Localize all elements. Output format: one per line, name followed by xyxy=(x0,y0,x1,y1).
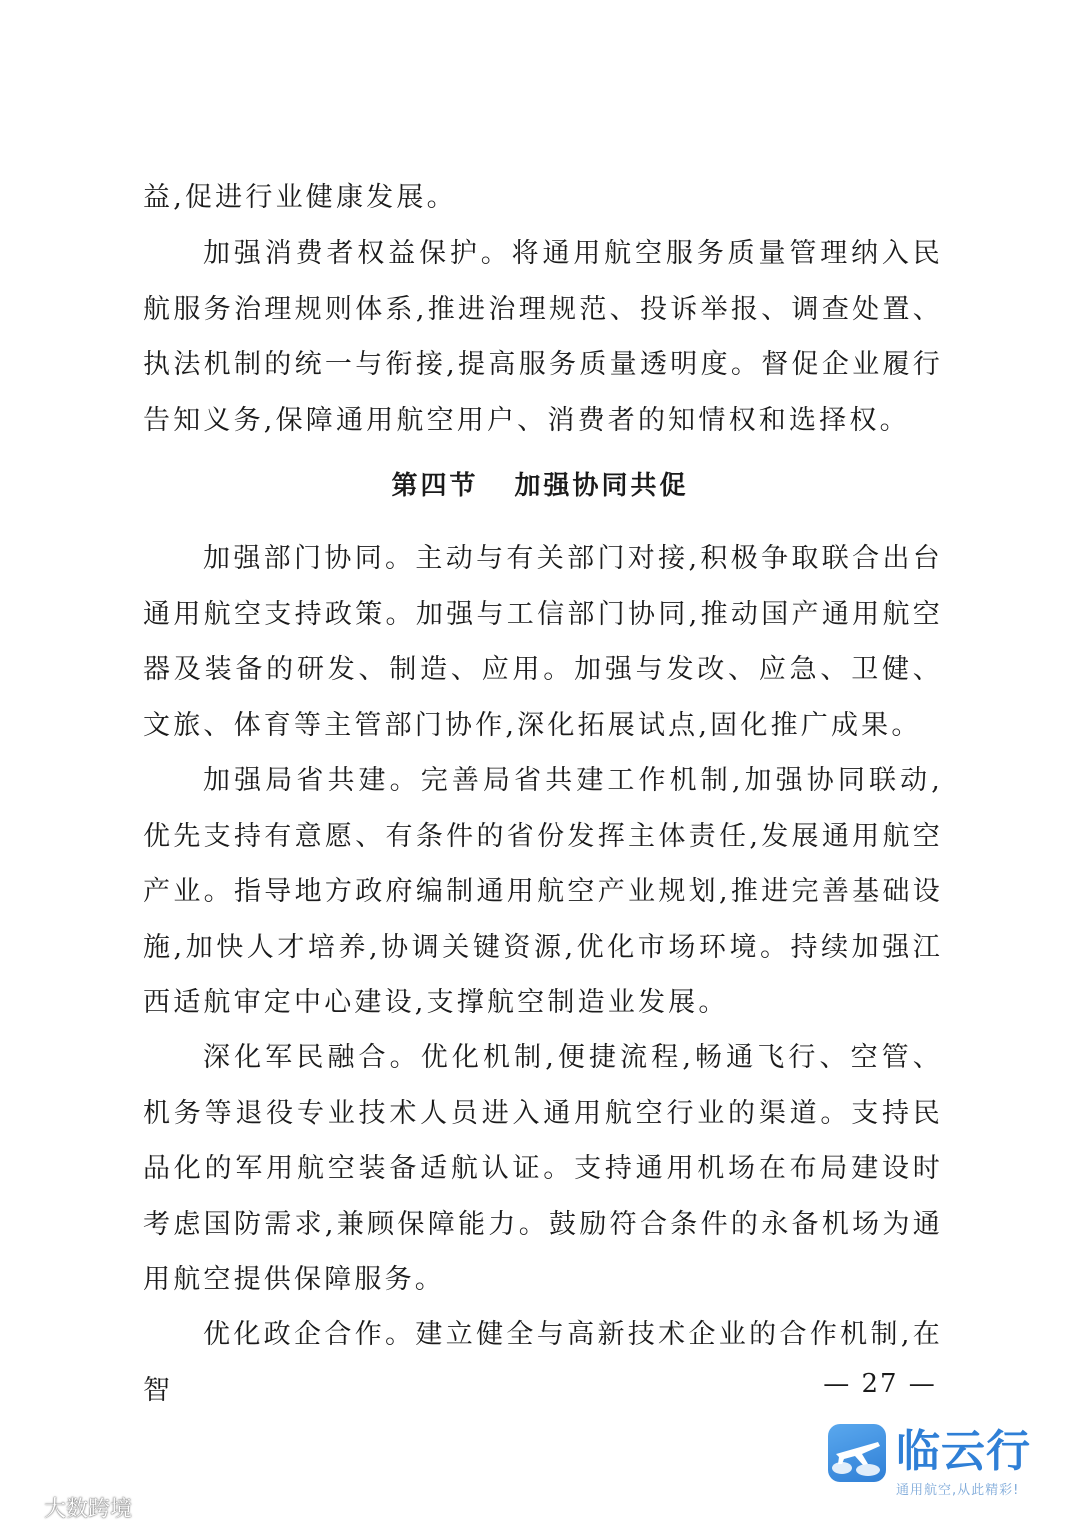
paragraph-department-coordination: 加强部门协同。主动与有关部门对接,积极争取联合出台通用航空支持政策。加强与工信部门协同,推动国产通用航空器及装备的研发、制造、应用。加强与发改、应急、卫健、文旅、体育等主管部门协作,深化拓展试点,固化推广成果。 xyxy=(143,543,943,741)
page-number: — 27 — xyxy=(823,1369,937,1399)
paragraph-continued: 益,促进行业健康发展。 xyxy=(143,182,457,213)
section-heading xyxy=(0,466,1080,506)
airplane-icon xyxy=(828,1424,886,1482)
paragraph-military-civil: 深化军民融合。优化机制,便捷流程,畅通飞行、空管、机务等退役专业技术人员进入通用航空行业的渠道。支持民品化的军用航空装备适航认证。支持通用机场在布局建设时考虑国防需求,兼顾保障能力。鼓励符合条件的永备机场为通用航空提供保障服务。 xyxy=(143,1042,943,1295)
brand-slogan: 通用航空,从此精彩! xyxy=(896,1483,1020,1498)
section-title: 加强协同共促 xyxy=(514,471,689,501)
brand-name: 临云行 xyxy=(896,1426,1031,1477)
weibo-watermark xyxy=(8,1492,132,1522)
paragraph-government-enterprise: 优化政企合作。建立健全与高新技术企业的合作机制,在智 xyxy=(143,1319,943,1406)
paragraph-bureau-province: 加强局省共建。完善局省共建工作机制,加强协同联动,优先支持有意愿、有条件的省份发挥主体责任,发展通用航空产业。指导地方政府编制通用航空产业规划,推进完善基础设施,加快人才培养,协调关键资源,优化市场环境。持续加强江西适航审定中心建设,支撑航空制造业发展。 xyxy=(143,765,943,1018)
paragraph-consumer-protection: 加强消费者权益保护。将通用航空服务质量管理纳入民航服务治理规则体系,推进治理规范、投诉举报、调查处置、执法机制的统一与衔接,提高服务质量透明度。督促企业履行告知义务,保障通用航空用户、消费者的知情权和选择权。 xyxy=(143,238,943,436)
weibo-icon xyxy=(8,1494,38,1520)
section-number: 第四节 xyxy=(391,471,479,501)
weibo-account: 大数跨境 xyxy=(44,1496,133,1522)
